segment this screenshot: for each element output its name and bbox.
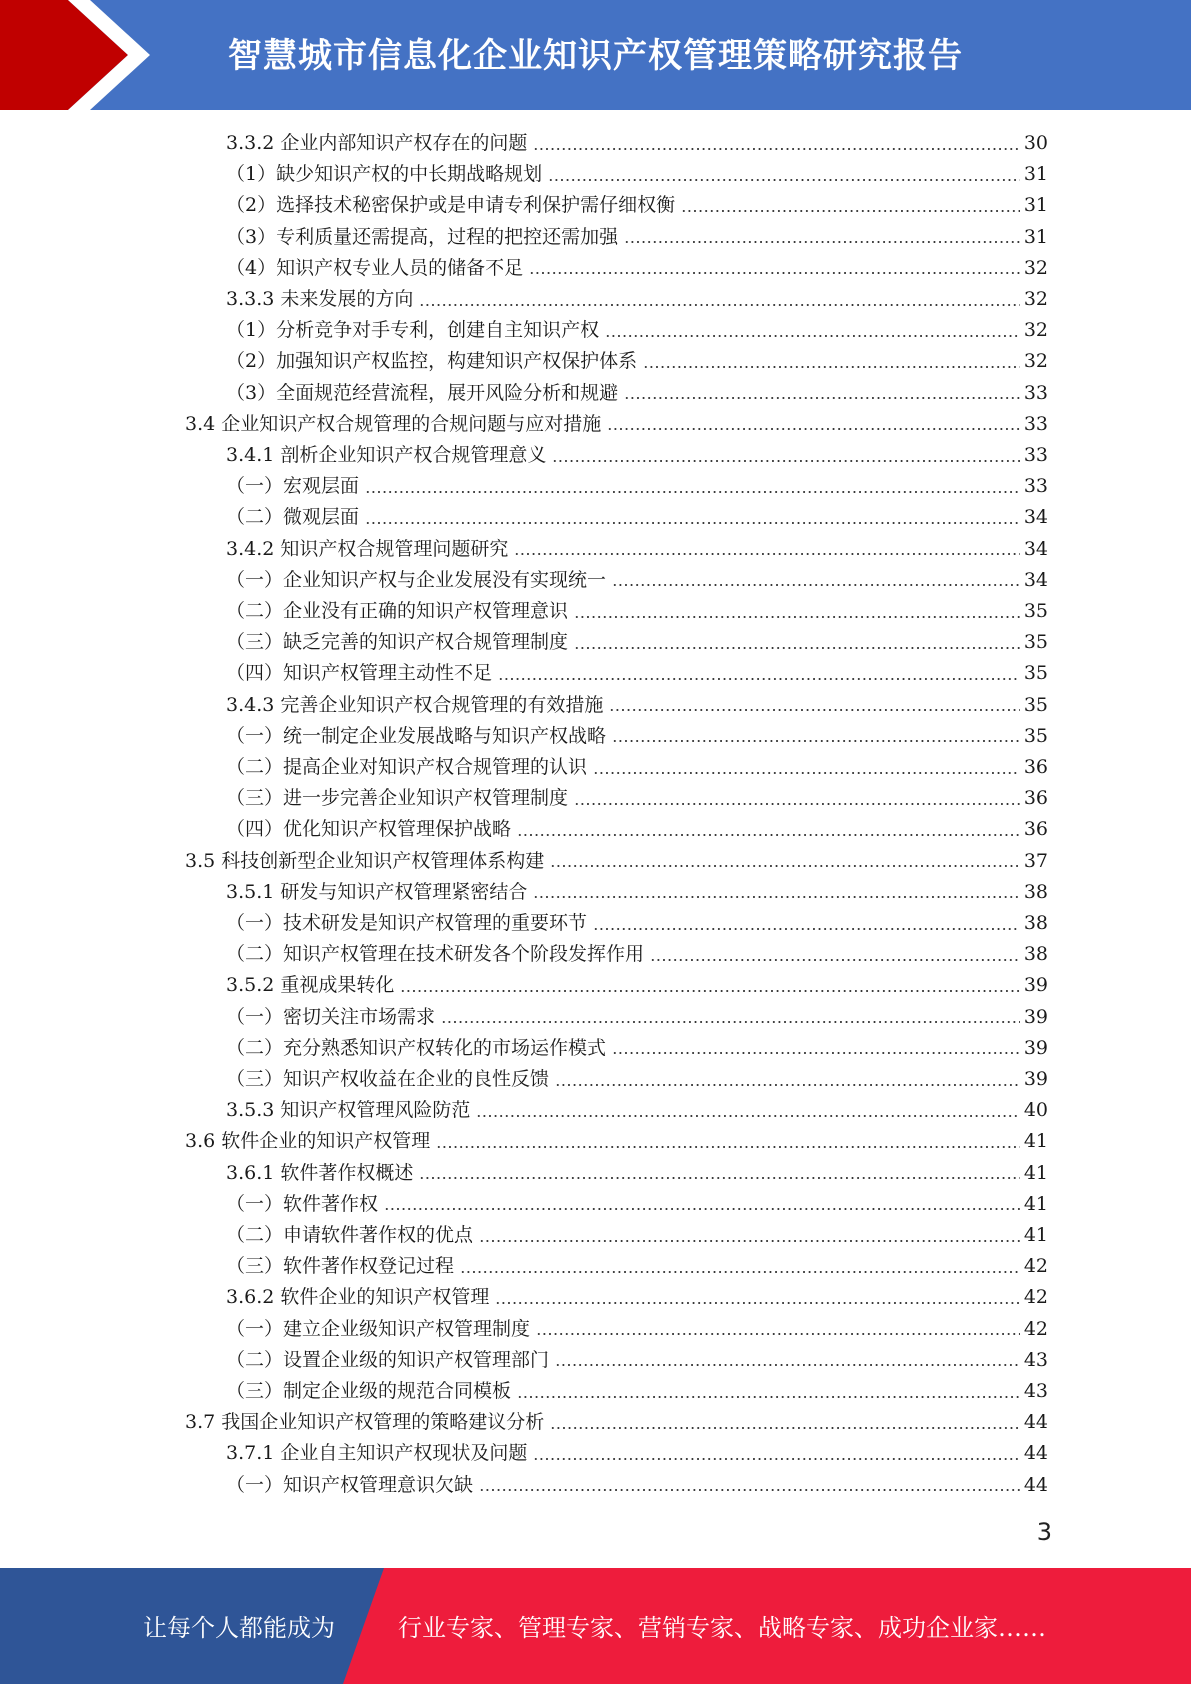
toc-entry-label: （三）软件著作权登记过程 [226,1255,455,1278]
toc-entry[interactable] [226,814,1048,845]
toc-dot-leader [574,616,1020,618]
toc-entry-label: （一）统一制定企业发展战略与知识产权战略 [226,724,607,747]
toc-entry-label: 3.6.1 软件著作权概述 [226,1161,414,1184]
toc-entry-page: 39 [1023,1005,1048,1028]
toc-entry[interactable] [226,1282,1048,1313]
toc-entry[interactable] [226,627,1048,658]
toc-entry-label: 3.7 我国企业知识产权管理的策略建议分析 [185,1411,545,1434]
toc-entry-page: 44 [1023,1442,1048,1465]
toc-dot-leader [479,1240,1020,1242]
toc-entry[interactable] [226,658,1048,689]
toc-entry[interactable] [226,1095,1048,1126]
toc-dot-leader [517,834,1020,836]
toc-entry-page: 43 [1023,1380,1048,1402]
toc-entry-page: 44 [1023,1473,1048,1496]
toc-entry-label: （一）技术研发是知识产权管理的重要环节 [226,912,588,934]
toc-dot-leader [643,366,1020,368]
toc-entry-page: 33 [1023,381,1048,404]
toc-entry-label: （2）选择技术秘密保护或是申请专利保护需仔细权衡 [226,194,676,217]
toc-dot-leader [550,865,1020,867]
toc-entry-page: 41 [1023,1224,1048,1246]
toc-dot-leader [593,772,1020,774]
toc-entry[interactable] [226,1064,1048,1095]
footer-slogan-right: 行业专家、管理专家、营销专家、战略专家、成功企业家…… [398,1614,1046,1642]
toc-entry[interactable] [226,970,1048,1001]
toc-entry-page: 42 [1023,1255,1048,1278]
toc-entry[interactable] [226,783,1048,814]
toc-entry-label: （三）知识产权收益在企业的良性反馈 [226,1068,550,1090]
toc-dot-leader [476,1115,1019,1117]
toc-entry-label: （3）专利质量还需提高，过程的把控还需加强 [226,225,619,248]
toc-entry-label: 3.3.3 未来发展的方向 [226,288,414,310]
toc-dot-leader [460,1271,1020,1273]
toc-entry-page: 36 [1023,818,1048,841]
toc-dot-leader [365,522,1020,524]
toc-entry-page: 36 [1023,756,1048,778]
toc-entry-page: 38 [1023,943,1048,966]
toc-entry[interactable] [226,315,1048,346]
toc-dot-leader [555,1364,1020,1366]
toc-entry-page: 34 [1023,568,1048,591]
toc-entry-page: 41 [1023,1161,1048,1184]
toc-entry-label: 3.6 软件企业的知识产权管理 [185,1130,431,1153]
toc-entry-page: 33 [1023,475,1048,498]
toc-entry[interactable] [185,846,1048,877]
toc-entry-page: 34 [1023,537,1048,560]
toc-dot-leader [612,584,1020,586]
toc-entry-label: （四）优化知识产权管理保护战略 [226,818,512,841]
toc-entry[interactable] [226,1314,1048,1345]
toc-entry[interactable] [226,1002,1048,1033]
toc-entry-label: （二）知识产权管理在技术研发各个阶段发挥作用 [226,943,645,966]
toc-dot-leader [536,1333,1020,1335]
toc-entry[interactable] [185,1407,1048,1438]
toc-dot-leader [609,709,1019,711]
toc-entry-page: 32 [1023,256,1048,279]
toc-dot-leader [514,553,1019,555]
toc-entry[interactable] [226,752,1048,783]
footer-slogan-left: 让每个人都能成为 [143,1614,335,1642]
toc-entry[interactable] [226,346,1048,377]
toc-entry-label: （三）制定企业级的规范合同模板 [226,1380,512,1402]
toc-entry[interactable] [226,1251,1048,1282]
toc-entry-label: 3.7.1 企业自主知识产权现状及问题 [226,1442,528,1465]
page-header [0,0,1191,110]
toc-entry-page: 31 [1023,163,1048,186]
toc-entry[interactable] [226,877,1048,908]
toc-entry-page: 31 [1023,225,1048,248]
toc-dot-leader [612,1052,1020,1054]
toc-dot-leader [624,397,1020,399]
toc-entry[interactable] [226,1438,1048,1469]
toc-entry-page: 35 [1023,693,1048,716]
toc-entry-page: 39 [1023,1068,1048,1090]
toc-entry[interactable] [185,409,1048,440]
toc-entry[interactable] [226,440,1048,471]
toc-entry-page: 36 [1023,787,1048,810]
toc-entry[interactable] [226,596,1048,627]
toc-dot-leader [517,1396,1020,1398]
toc-entry[interactable] [226,534,1048,565]
toc-entry[interactable] [226,1345,1048,1376]
toc-entry[interactable] [226,1470,1048,1501]
toc-entry-label: （一）建立企业级知识产权管理制度 [226,1317,531,1340]
toc-dot-leader [612,740,1020,742]
toc-dot-leader [552,460,1019,462]
toc-entry[interactable] [226,128,1048,159]
toc-dot-leader [555,1084,1020,1086]
toc-entry-label: （2）加强知识产权监控，构建知识产权保护体系 [226,350,638,373]
toc-dot-leader [529,272,1020,274]
toc-entry[interactable] [226,721,1048,752]
toc-dot-leader [607,428,1020,430]
toc-entry-label: （一）知识产权管理意识欠缺 [226,1473,474,1496]
toc-entry-label: 3.6.2 软件企业的知识产权管理 [226,1286,490,1309]
toc-entry-label: 3.5.3 知识产权管理风险防范 [226,1099,471,1122]
toc-entry[interactable] [226,502,1048,533]
toc-entry-label: （1）分析竞争对手专利，创建自主知识产权 [226,319,600,342]
toc-entry-page: 39 [1023,974,1048,997]
toc-dot-leader [495,1302,1019,1304]
toc-entry[interactable] [226,284,1048,315]
toc-entry-page: 30 [1023,132,1048,154]
toc-entry-page: 32 [1023,288,1048,310]
toc-entry-label: （四）知识产权管理主动性不足 [226,662,493,685]
toc-dot-leader [650,959,1020,961]
toc-entry[interactable] [226,1376,1048,1407]
toc-dot-leader [624,241,1020,243]
page-number: 3 [1036,1518,1052,1546]
toc-entry-label: 3.5 科技创新型企业知识产权管理体系构建 [185,849,545,872]
toc-entry-page: 39 [1023,1036,1048,1059]
toc-entry[interactable] [185,1126,1048,1157]
toc-entry-label: （二）充分熟悉知识产权转化的市场运作模式 [226,1036,607,1059]
toc-entry[interactable] [226,1158,1048,1189]
toc-dot-leader [384,1208,1020,1210]
toc-entry-page: 41 [1023,1130,1048,1153]
toc-entry-page: 35 [1023,600,1048,622]
toc-entry[interactable] [226,1220,1048,1251]
toc-entry-label: （一）企业知识产权与企业发展没有实现统一 [226,568,607,591]
toc-entry-label: （二）申请软件著作权的优点 [226,1224,474,1246]
toc-dot-leader [574,803,1020,805]
toc-entry-page: 44 [1023,1411,1048,1434]
toc-entry-page: 43 [1023,1348,1048,1371]
toc-entry[interactable] [226,1033,1048,1064]
page-footer [0,1568,1191,1684]
toc-entry-page: 35 [1023,724,1048,747]
toc-entry[interactable] [226,565,1048,596]
toc-entry-label: 3.4.3 完善企业知识产权合规管理的有效措施 [226,693,604,716]
toc-entry-page: 35 [1023,662,1048,685]
toc-dot-leader [365,491,1020,493]
toc-dot-leader [441,1021,1020,1023]
toc-entry-label: （一）密切关注市场需求 [226,1005,436,1028]
toc-entry-page: 37 [1023,849,1048,872]
toc-entry-label: 3.5.2 重视成果转化 [226,974,395,997]
toc-entry-page: 38 [1023,880,1048,903]
toc-entry-label: （二）设置企业级的知识产权管理部门 [226,1348,550,1371]
toc-entry-page: 34 [1023,506,1048,529]
toc-dot-leader [548,179,1020,181]
toc-entry[interactable] [226,908,1048,939]
toc-entry-page: 35 [1023,631,1048,654]
toc-dot-leader [533,148,1019,150]
toc-entry[interactable] [226,190,1048,221]
toc-dot-leader [400,990,1019,992]
toc-entry-label: （1）缺少知识产权的中长期战略规划 [226,163,543,186]
toc-dot-leader [436,1146,1020,1148]
toc-entry-page: 42 [1023,1317,1048,1340]
toc-entry-label: （一）软件著作权 [226,1192,379,1215]
toc-entry-page: 41 [1023,1192,1048,1215]
toc-dot-leader [593,928,1020,930]
toc-entry-page: 31 [1023,194,1048,217]
toc-entry-page: 32 [1023,319,1048,342]
toc-entry-label: 3.4 企业知识产权合规管理的合规问题与应对措施 [185,412,602,435]
toc-entry-label: （二）微观层面 [226,506,360,529]
toc-dot-leader [574,647,1020,649]
toc-dot-leader [533,896,1019,898]
toc-entry-label: （二）提高企业对知识产权合规管理的认识 [226,756,588,778]
toc-dot-leader [533,1458,1019,1460]
toc-entry[interactable] [226,222,1048,253]
toc-dot-leader [681,210,1020,212]
toc-entry-label: （三）进一步完善企业知识产权管理制度 [226,787,569,810]
toc-entry-page: 33 [1023,444,1048,466]
toc-entry[interactable] [226,253,1048,284]
toc-entry[interactable] [226,939,1048,970]
toc-entry[interactable] [226,471,1048,502]
toc-entry-label: （一）宏观层面 [226,475,360,498]
toc-entry-label: （4）知识产权专业人员的储备不足 [226,256,524,279]
toc-entry[interactable] [226,159,1048,190]
toc-entry-page: 42 [1023,1286,1048,1309]
toc-entry-label: 3.4.2 知识产权合规管理问题研究 [226,537,509,560]
toc-entry-label: （二）企业没有正确的知识产权管理意识 [226,600,569,622]
toc-entry-label: 3.3.2 企业内部知识产权存在的问题 [226,132,528,154]
toc-dot-leader [550,1427,1020,1429]
toc-entry[interactable] [226,1189,1048,1220]
toc-entry-page: 38 [1023,912,1048,934]
toc-entry[interactable] [226,690,1048,721]
toc-entry[interactable] [226,378,1048,409]
toc-entry-page: 33 [1023,412,1048,435]
toc-dot-leader [419,1177,1019,1179]
toc-dot-leader [498,678,1020,680]
toc-entry-label: 3.5.1 研发与知识产权管理紧密结合 [226,880,528,903]
toc-dot-leader [479,1489,1020,1491]
toc-dot-leader [605,335,1020,337]
toc-dot-leader [419,304,1019,306]
header-title: 智慧城市信息化企业知识产权管理策略研究报告 [228,36,963,76]
toc-entry-label: 3.4.1 剖析企业知识产权合规管理意义 [226,444,547,466]
toc-entry-label: （三）缺乏完善的知识产权合规管理制度 [226,631,569,654]
toc-entry-page: 32 [1023,350,1048,373]
toc-entry-page: 40 [1023,1099,1048,1122]
toc-entry-label: （3）全面规范经营流程，展开风险分析和规避 [226,381,619,404]
